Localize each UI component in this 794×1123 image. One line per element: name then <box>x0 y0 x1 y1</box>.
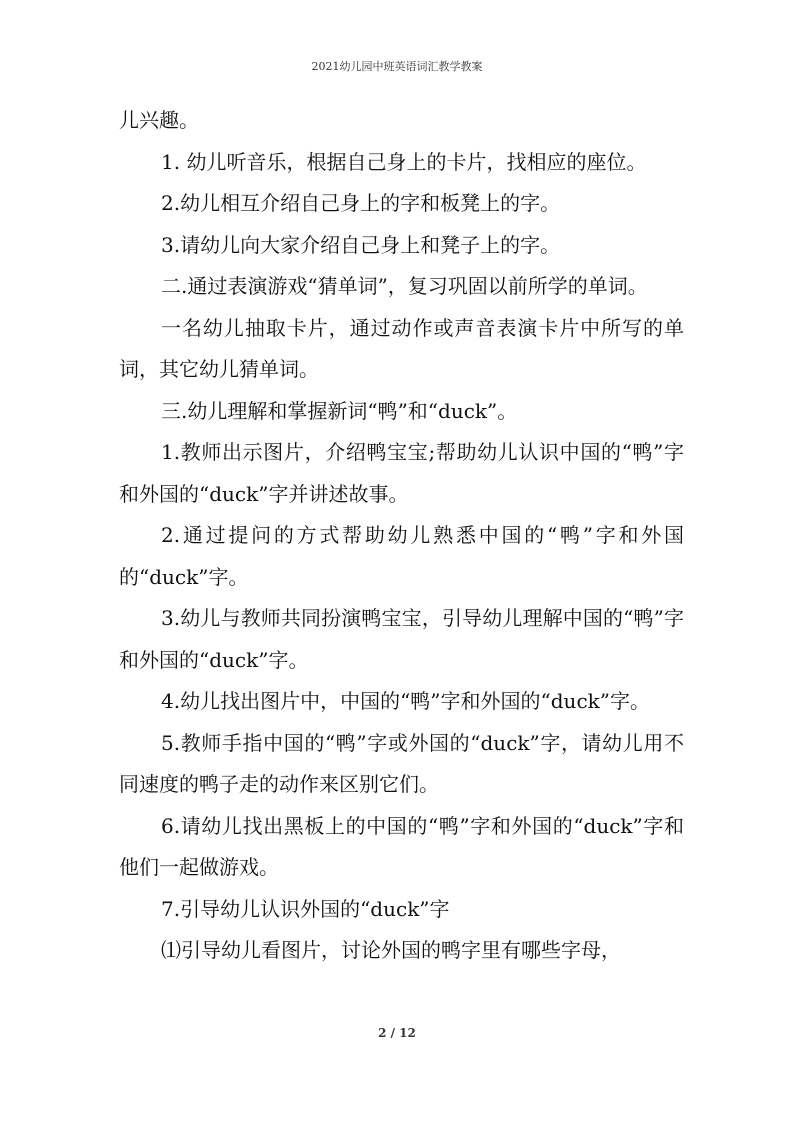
paragraph: 2.通过提问的方式帮助幼儿熟悉中国的“鸭”字和外国的“duck”字。 <box>119 523 684 589</box>
paragraph: 1.教师出示图片，介绍鸭宝宝;帮助幼儿认识中国的“鸭”字和外国的“duck”字并讲述故事。 <box>119 440 684 506</box>
page-header-title: 2021幼儿园中班英语词汇教学教案 <box>311 60 483 73</box>
page-number: 2 / 12 <box>378 1026 416 1040</box>
paragraph: 6.请幼儿找出黑板上的中国的“鸭”字和外国的“duck”字和他们一起做游戏。 <box>119 813 684 879</box>
paragraph: 3.幼儿与教师共同扮演鸭宝宝，引导幼儿理解中国的“鸭”字和外国的“duck”字。 <box>119 606 684 672</box>
paragraph: 3.请幼儿向大家介绍自己身上和凳子上的字。 <box>161 232 561 257</box>
paragraph: 5.教师手指中国的“鸭”字或外国的“duck”字，请幼儿用不同速度的鸭子走的动作来区别它们。 <box>119 730 684 796</box>
paragraph: ⑴引导幼儿看图片，讨论外国的鸭字里有哪些字母， <box>161 938 621 962</box>
paragraph: 二.通过表演游戏“猜单词”，复习巩固以前所学的单词。 <box>161 274 648 298</box>
paragraph: 2.幼儿相互介绍自己身上的字和板凳上的字。 <box>161 191 561 215</box>
document-body <box>119 100 684 972</box>
paragraph: 三.幼儿理解和掌握新词“鸭”和“duck”。 <box>161 398 518 423</box>
paragraph: 7.引导幼儿认识外国的“duck”字 <box>161 896 450 921</box>
paragraph: 一名幼儿抽取卡片，通过动作或声音表演卡片中所写的单词，其它幼儿猜单词。 <box>119 315 684 381</box>
paragraph: 4.幼儿找出图片中，中国的“鸭”字和外国的“duck”字。 <box>161 689 650 713</box>
paragraph: 儿兴趣。 <box>119 108 199 132</box>
paragraph: 1. 幼儿听音乐，根据自己身上的卡片，找相应的座位。 <box>161 149 647 174</box>
